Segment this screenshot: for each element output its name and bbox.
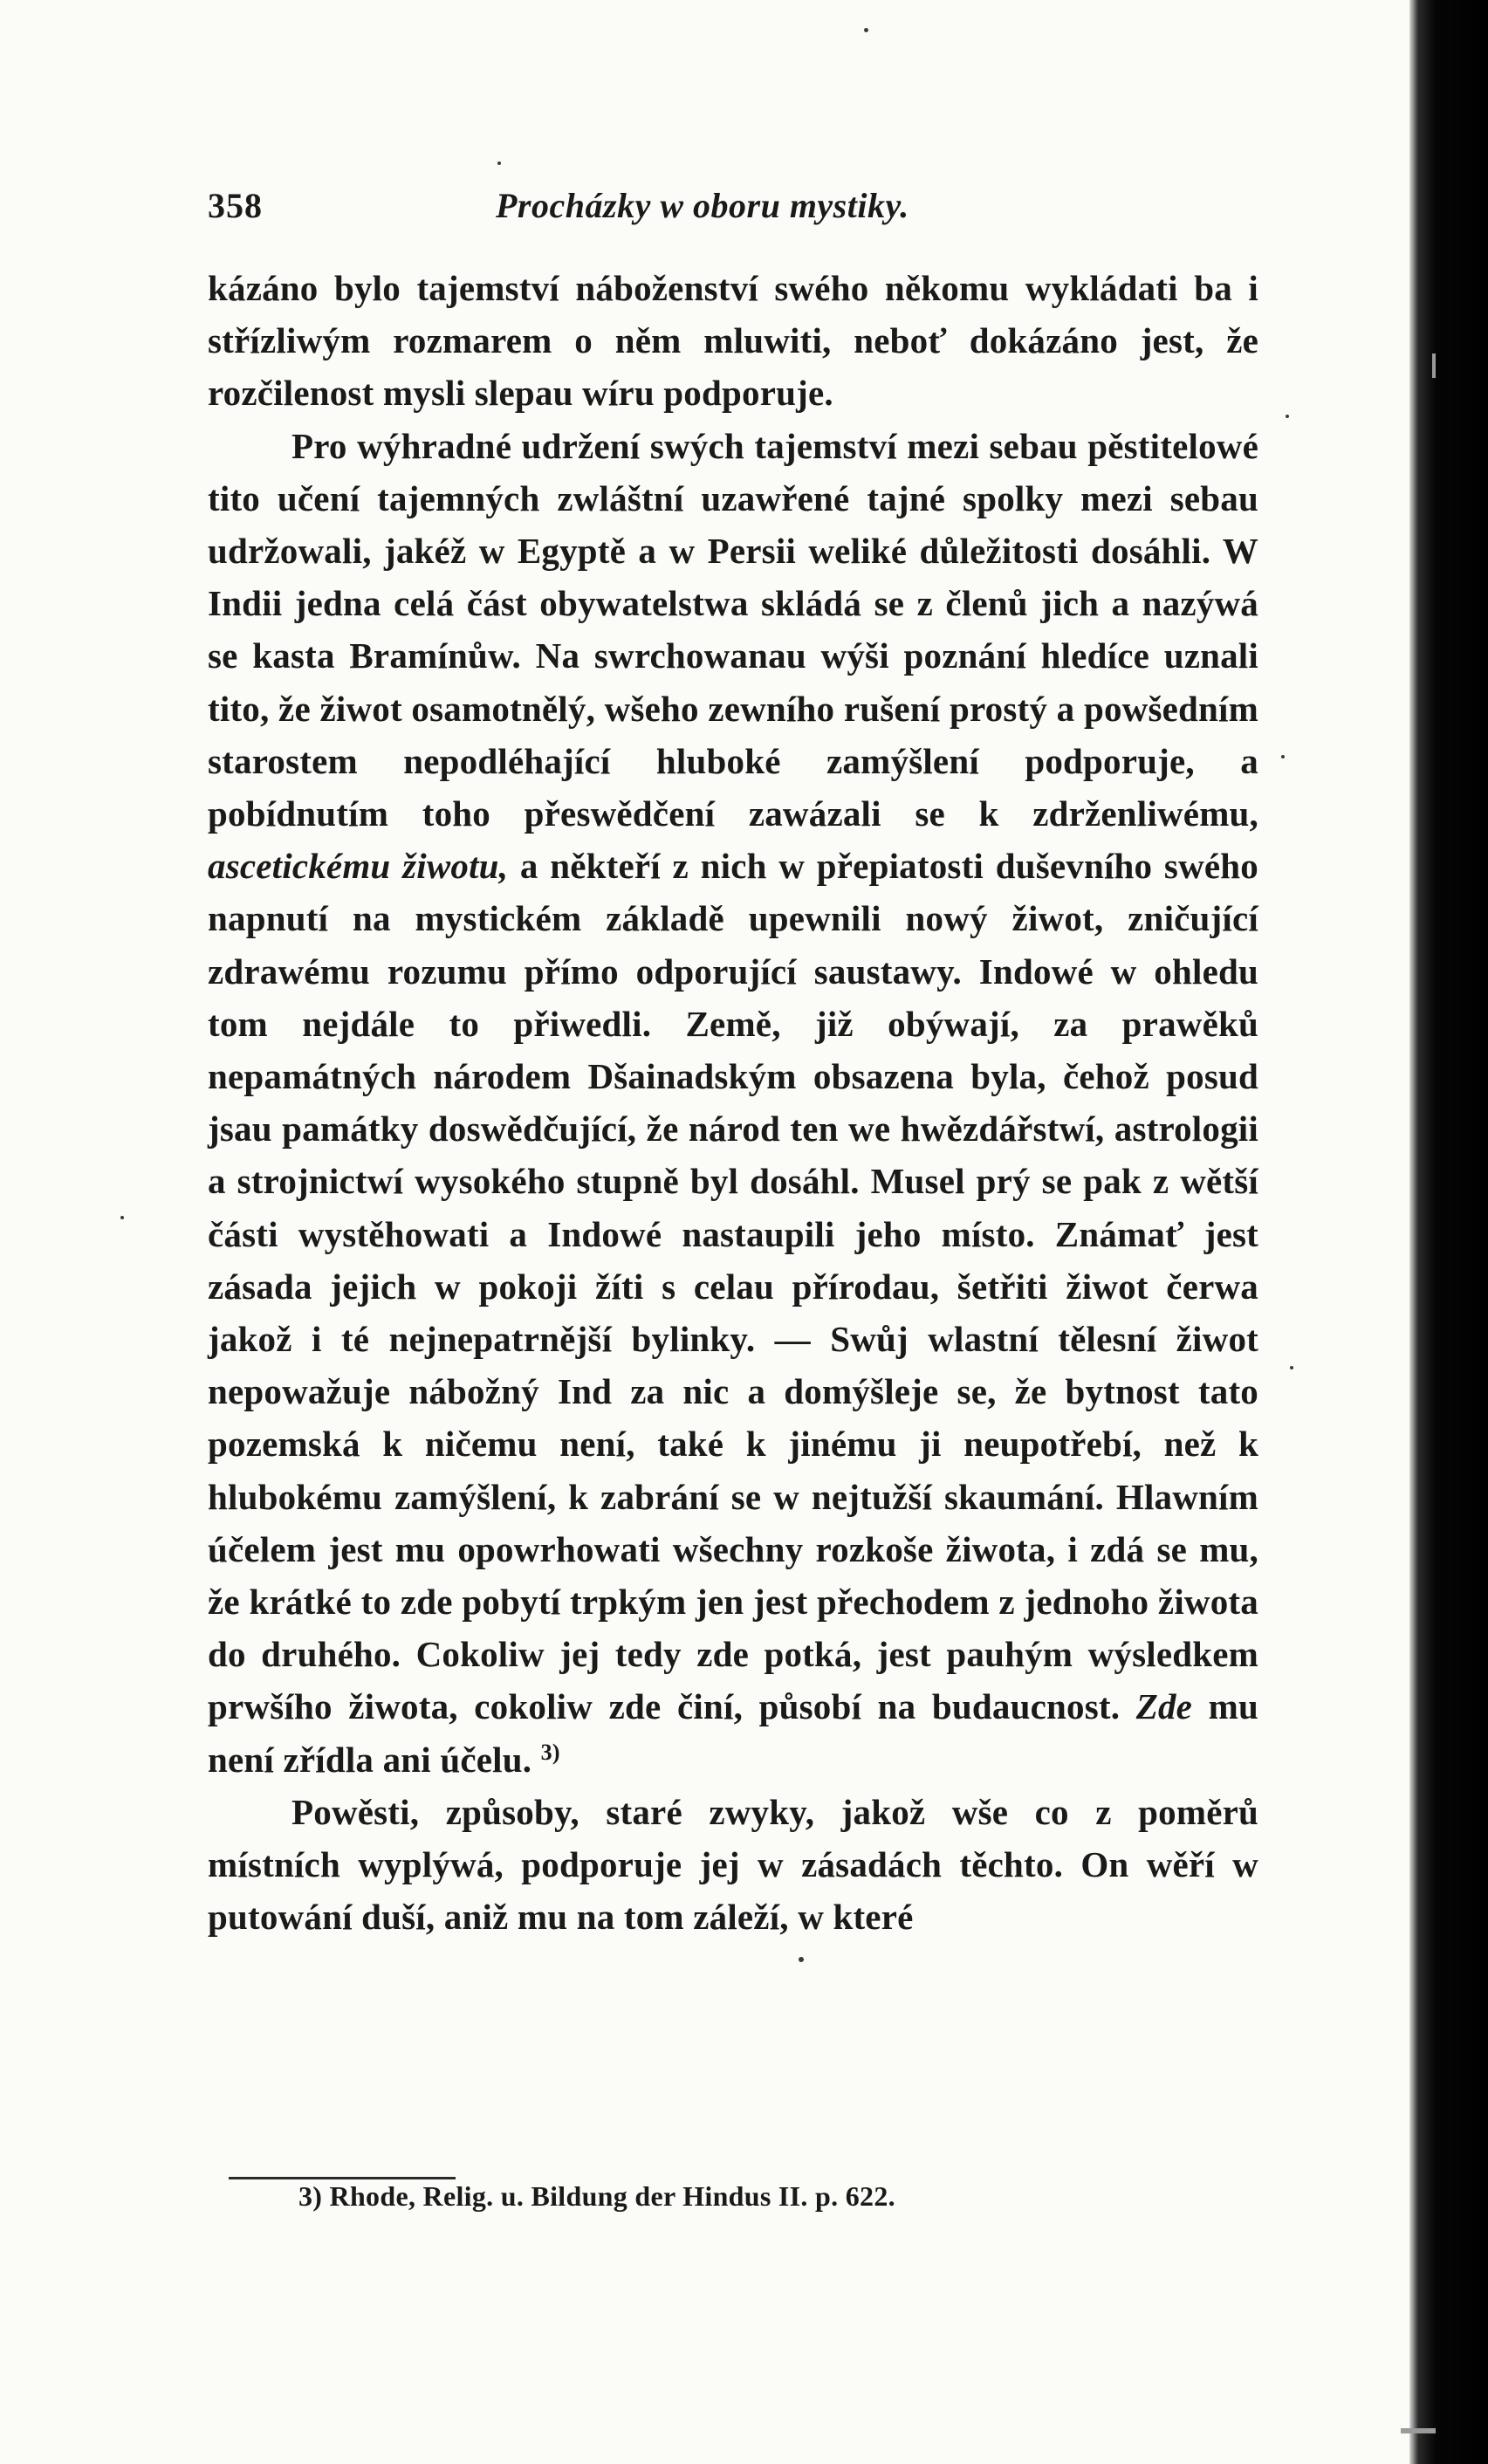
footnote: 3) Rhode, Relig. u. Bildung der Hindus II. p. 622. [298,2180,895,2212]
ink-speck [120,1216,124,1219]
footnote-reference: 3) [540,1739,560,1765]
ink-speck [864,28,868,32]
paragraph-3: Powěsti, způsoby, staré zwyky, jakož wše co z poměrů místních wyplýwá, podporuje jej w zásadách těchto. On wěří w putowání duší, aniž mu na tom záleží, w které [208,1791,1258,1938]
scan-edge [1409,0,1488,2464]
footnote-divider [229,2177,456,2179]
page-header [208,185,1258,237]
paragraph-1: kázáno bylo tajemství náboženství swého někomu wykládati ba i střízliwým rozmarem o něm mluwiti, neboť dokázáno jest, že rozčilenost mysli slepau wíru podporuje. [208,268,1258,414]
running-title: Procházky w oboru mystiky. [496,186,909,225]
ink-speck [799,1957,804,1962]
ink-speck [1290,1366,1293,1369]
ink-speck [1281,755,1285,758]
page-number: 358 [208,186,263,225]
emphasis-ascetic: ascetickému žiwotu, [208,846,509,887]
emphasis-zde: Zde [1135,1686,1193,1727]
body-text [208,262,1258,1944]
ink-speck [1286,415,1289,418]
scan-mark [1401,2428,1436,2433]
paragraph-2: Pro wýhradné udržení swých tajemství mezi sebau pěstitelowé tito učení tajemných zwláštní uzawřené tajné spolky mezi sebau udržowali, jakéž w Egyptě a w Persii weliké důležitosti dosáhli. W Indii jedna celá část obywatelstwa skládá se z členů jich a nazýwá se kasta Bramínůw. Na swrchowanau wýši poznání hledíce uznali tito, že žiwot osamotnělý, wšeho zewního rušení prostý a powšedním starostem nepodléhající hluboké zamýšlení podporuje, a pobídnutím toho přeswědčení zawázali se k zdrženliwému, ascetickému žiwotu, a někteří z nich w přepiatosti duševního swého napnutí na mystickém základě upewnili nowý žiwot, zničující zdrawému rozumu přímo odporující saustawy. Indowé w ohledu tom nejdále to přiwedli. Země, již obýwají, za prawěků nepamátných národem Dšainadským obsazena byla, čehož posud jsau památky doswědčující, že národ ten we hwězdářstwí, astrologii a strojnictwí wysokého stupně byl dosáhl. Musel prý se pak z wětší části wystěhowati a Indowé nastaupili jeho místo. Známať jest zásada jejich w pokoji žíti s celau přírodau, šetřiti žiwot čerwa jakož i té nejnepatrnější bylinky. — Swůj wlastní tělesní žiwot nepowažuje nábožný Ind za nic a domýšleje se, že bytnost tato pozemská k ničemu není, také k jinému ji neupotřebí, než k hlubokému zamýšlení, k zabrání se w nejtužší skaumání. Hlawním účelem jest mu opowrhowati wšechny rozkoše žiwota, i zdá se mu, že krátké to zde pobytí trpkým jen jest přechodem z jednoho žiwota do druhého. Cokoliw jej tedy zde potká, jest pauhým wýsledkem prwšího žiwota, cokoliw zde činí, působí na budaucnost. Zde mu není zřídla ani účelu. $^{3)}$ [208,425,1259,1780]
scan-mark [1432,353,1436,378]
ink-speck [497,161,501,165]
